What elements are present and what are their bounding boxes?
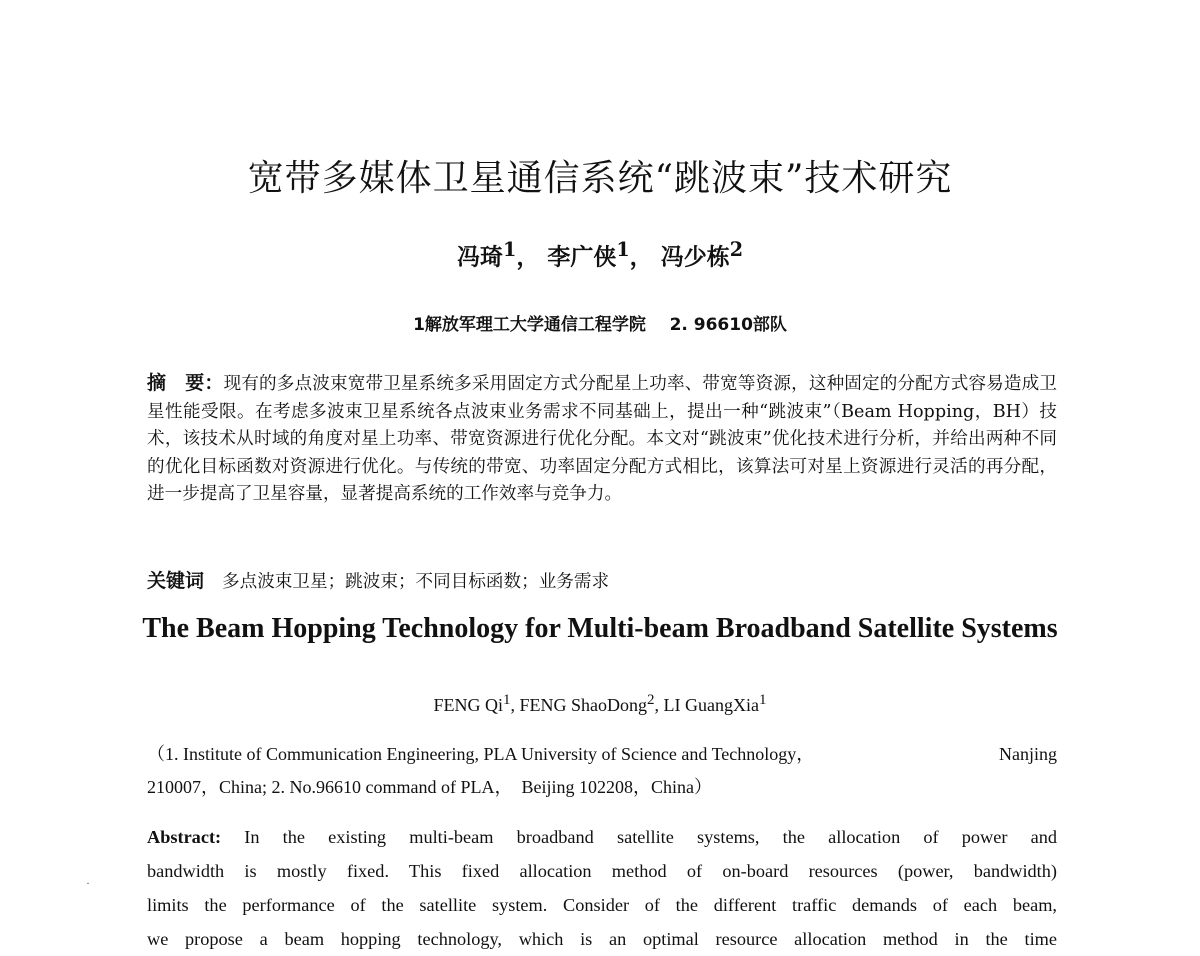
chinese-abstract-label: 摘 要： xyxy=(147,372,224,394)
author-name: 冯琦 xyxy=(456,243,503,271)
english-abstract-line xyxy=(147,820,1057,854)
author-affil-mark: 1 xyxy=(502,238,517,261)
author-affil-mark: 2 xyxy=(647,692,655,708)
english-affiliations xyxy=(147,738,1057,804)
author-separator: , xyxy=(510,695,520,715)
english-abstract-line: bandwidth is mostly fixed. This fixed allocation method of on-board resources (power, bandwidth) xyxy=(147,861,1057,881)
author-name: LI GuangXia xyxy=(663,695,759,715)
english-affil-line2: 210007，China; 2. No.96610 command of PLA， Beijing 102208，China） xyxy=(147,777,712,797)
author-name: 李广侠 xyxy=(547,243,617,271)
english-abstract xyxy=(147,820,1057,956)
author-affil-mark: 1 xyxy=(759,692,767,708)
author-separator: ， xyxy=(629,243,653,271)
chinese-title: 宽带多媒体卫星通信系统“跳波束”技术研究 xyxy=(247,158,953,199)
chinese-keywords-text: 多点波束卫星；跳波束；不同目标函数；业务需求 xyxy=(222,572,610,592)
author-name: FENG Qi xyxy=(433,695,504,715)
chinese-affiliations: 1解放军理工大学通信工程学院 2. 96610部队 xyxy=(413,315,787,335)
author-affil-mark: 2 xyxy=(729,238,744,261)
chinese-authors xyxy=(0,238,1200,272)
chinese-abstract xyxy=(147,370,1057,509)
chinese-abstract-text: 现有的多点波束宽带卫星系统多采用固定方式分配星上功率、带宽等资源，这种固定的分配方式容易造成卫星性能受限。在考虑多波束卫星系统各点波束业务需求不同基础上，提出一种“跳波束”（Beam Hopping，BH）技术，该技术从时域的角度对星上功率、带宽资源进行优化分配。本文对“跳波束”优化技术进行分析，并给出两种不同的优化目标函数对资源进行优化。与传统的带宽、功率固定分配方式相比，该算法可对星上资源进行灵活的再分配，进一步提高了卫星容量，显著提高系统的工作效率与竞争力。 xyxy=(147,374,1057,504)
english-authors xyxy=(0,692,1200,716)
english-abstract-line: we propose a beam hopping technology, which is an optimal resource allocation method in the time xyxy=(147,929,1057,949)
english-abstract-label: Abstract: xyxy=(147,827,222,847)
margin-dot: · xyxy=(86,876,90,890)
author-name: FENG ShaoDong xyxy=(519,695,648,715)
english-affil-city: Nanjing xyxy=(999,744,1057,764)
author-name: 冯少栋 xyxy=(660,243,730,271)
english-abstract-text: In the existing multi-beam broadband satellite systems, the allocation of power and xyxy=(244,827,1057,847)
english-title: The Beam Hopping Technology for Multi-beam Broadband Satellite Systems xyxy=(142,613,1058,644)
author-separator: ， xyxy=(516,243,540,271)
english-affil-line1: （1. Institute of Communication Engineering, PLA University of Science and Technology， xyxy=(147,744,815,764)
author-affil-mark: 1 xyxy=(503,692,511,708)
chinese-keywords-label: 关键词 xyxy=(147,570,205,592)
english-abstract-line: limits the performance of the satellite system. Consider of the different traffic demands of each beam, xyxy=(147,895,1057,915)
author-separator: , xyxy=(654,695,664,715)
author-affil-mark: 1 xyxy=(616,238,630,261)
chinese-keywords xyxy=(147,566,1057,593)
